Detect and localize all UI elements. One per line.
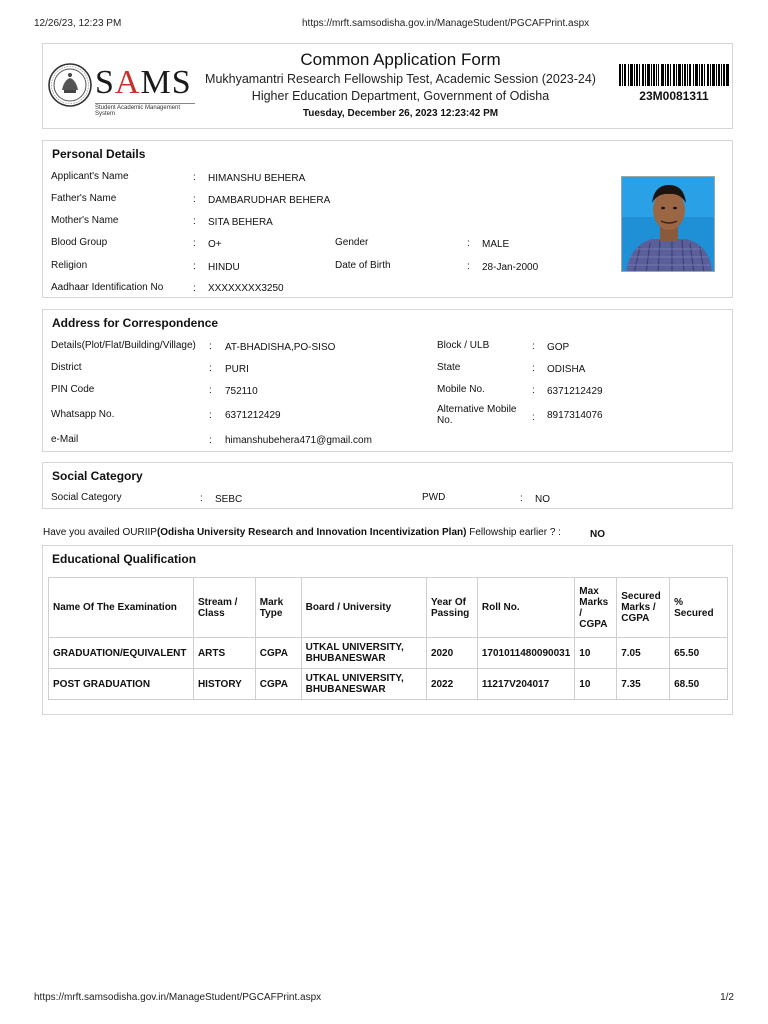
department-name: Higher Education Department, Government of Odisha xyxy=(251,89,550,103)
barcode-icon xyxy=(619,64,729,86)
col-roll-no: Roll No. xyxy=(477,578,574,638)
form-header xyxy=(42,43,733,129)
district-value: PURI xyxy=(225,364,249,375)
alt-mobile-label-line1: Alternative Mobile xyxy=(437,404,517,415)
address-details-label: Details(Plot/Flat/Building/Village) xyxy=(51,340,196,351)
colon: : xyxy=(200,493,203,504)
cell-stream: ARTS xyxy=(193,638,255,669)
colon: : xyxy=(520,493,523,504)
header-text xyxy=(193,50,608,119)
table-row xyxy=(49,669,728,700)
colon: : xyxy=(193,283,196,294)
social-category-section xyxy=(42,462,733,509)
colon: : xyxy=(209,435,212,446)
cell-percent-secured: 68.50 xyxy=(670,669,728,700)
person-photo-icon xyxy=(622,177,715,272)
pwd-label: PWD xyxy=(422,492,446,503)
sams-wordmark: SAMS xyxy=(95,64,192,101)
print-page-number: 1/2 xyxy=(720,992,734,1003)
cell-percent-secured: 65.50 xyxy=(670,638,728,669)
form-subtitle: Mukhyamantri Research Fellowship Test, Academic Session (2023-24) xyxy=(205,72,596,86)
applicant-name-value: HIMANSHU BEHERA xyxy=(208,173,306,184)
religion-value: HINDU xyxy=(208,262,240,273)
email-label: e-Mail xyxy=(51,434,79,445)
pin-label: PIN Code xyxy=(51,384,95,395)
colon: : xyxy=(532,341,535,352)
cell-secured-marks: 7.05 xyxy=(617,638,670,669)
colon: : xyxy=(467,238,470,249)
print-url: https://mrft.samsodisha.gov.in/ManageStudent/PGCAFPrint.aspx xyxy=(302,18,590,29)
mobile-label: Mobile No. xyxy=(437,384,485,395)
social-category-label: Social Category xyxy=(51,492,122,503)
state-label: State xyxy=(437,362,461,373)
colon: : xyxy=(193,194,196,205)
pwd-value: NO xyxy=(535,494,550,505)
cell-board: UTKAL UNIVERSITY, BHUBANESWAR xyxy=(301,669,426,700)
block-label: Block / ULB xyxy=(437,340,490,351)
colon: : xyxy=(532,412,535,423)
application-id: 23M0081311 xyxy=(639,89,709,103)
applicant-name-label: Applicant's Name xyxy=(51,171,129,182)
whatsapp-label: Whatsapp No. xyxy=(51,409,115,420)
education-title: Educational Qualification xyxy=(52,552,197,566)
sams-logo xyxy=(47,60,192,117)
ouriip-question: Have you availed OURIIP(Odisha University Research and Innovation Incentivization Plan) Fellowship earlier ? : xyxy=(43,527,561,538)
alt-mobile-label-line2: No. xyxy=(437,415,453,426)
sams-tagline: Student Academic Management System xyxy=(95,103,195,117)
col-exam-name: Name Of The Examination xyxy=(49,578,194,638)
table-header-row xyxy=(49,578,728,638)
education-table xyxy=(48,577,728,700)
whatsapp-value: 6371212429 xyxy=(225,410,281,421)
cell-exam-name: POST GRADUATION xyxy=(49,669,194,700)
dob-label: Date of Birth xyxy=(335,260,391,271)
gender-label: Gender xyxy=(335,237,369,248)
father-name-value: DAMBARUDHAR BEHERA xyxy=(208,195,331,206)
mother-name-value: SITA BEHERA xyxy=(208,217,273,228)
alt-mobile-label xyxy=(437,404,516,426)
print-footer-url: https://mrft.samsodisha.gov.in/ManageStudent/PGCAFPrint.aspx xyxy=(34,992,322,1003)
mother-name-label: Mother's Name xyxy=(51,215,119,226)
gender-value: MALE xyxy=(482,239,510,250)
applicant-photo xyxy=(621,176,715,272)
social-category-value: SEBC xyxy=(215,494,243,505)
colon: : xyxy=(467,261,470,272)
cell-max-marks: 10 xyxy=(575,638,617,669)
cell-mark-type: CGPA xyxy=(255,638,301,669)
block-value: GOP xyxy=(547,342,570,353)
table-row xyxy=(49,638,728,669)
educational-qualification-section xyxy=(42,545,733,715)
colon: : xyxy=(209,385,212,396)
address-title: Address for Correspondence xyxy=(52,316,219,330)
alt-mobile-value: 8917314076 xyxy=(547,410,603,421)
colon: : xyxy=(209,341,212,352)
blood-group-value: O+ xyxy=(208,239,222,250)
colon: : xyxy=(532,385,535,396)
dob-value: 28-Jan-2000 xyxy=(482,262,539,273)
ouriip-answer: NO xyxy=(590,529,605,540)
colon: : xyxy=(193,261,196,272)
col-secured-marks: Secured Marks / CGPA xyxy=(617,578,670,638)
mobile-value: 6371212429 xyxy=(547,386,603,397)
religion-label: Religion xyxy=(51,260,88,271)
odisha-seal-icon xyxy=(47,62,93,108)
colon: : xyxy=(532,363,535,374)
personal-details-section xyxy=(42,140,733,298)
col-max-marks: Max Marks / CGPA xyxy=(575,578,617,638)
col-year: Year Of Passing xyxy=(426,578,477,638)
colon: : xyxy=(209,410,212,421)
cell-year: 2020 xyxy=(426,638,477,669)
pin-value: 752110 xyxy=(225,386,258,397)
col-percent-secured: % Secured xyxy=(670,578,728,638)
social-category-title: Social Category xyxy=(52,469,143,483)
cell-board: UTKAL UNIVERSITY, BHUBANESWAR xyxy=(301,638,426,669)
form-title: Common Application Form xyxy=(300,50,501,69)
colon: : xyxy=(209,363,212,374)
colon: : xyxy=(193,216,196,227)
print-date: Tuesday, December 26, 2023 12:23:42 PM xyxy=(302,108,499,119)
col-mark-type: Mark Type xyxy=(255,578,301,638)
email-value: himanshubehera471@gmail.com xyxy=(225,435,372,446)
cell-secured-marks: 7.35 xyxy=(617,669,670,700)
cell-roll-no: 1701011480090031 xyxy=(477,638,574,669)
cell-mark-type: CGPA xyxy=(255,669,301,700)
colon: : xyxy=(193,172,196,183)
address-section xyxy=(42,309,733,452)
state-value: ODISHA xyxy=(547,364,586,375)
print-datetime: 12/26/23, 12:23 PM xyxy=(34,18,122,29)
cell-exam-name: GRADUATION/EQUIVALENT xyxy=(49,638,194,669)
blood-group-label: Blood Group xyxy=(51,237,108,248)
col-stream: Stream / Class xyxy=(193,578,255,638)
personal-details-title: Personal Details xyxy=(52,147,146,161)
cell-roll-no: 11217V204017 xyxy=(477,669,574,700)
cell-stream: HISTORY xyxy=(193,669,255,700)
col-board: Board / University xyxy=(301,578,426,638)
cell-max-marks: 10 xyxy=(575,669,617,700)
father-name-label: Father's Name xyxy=(51,193,117,204)
aadhaar-label: Aadhaar Identification No xyxy=(51,282,164,293)
address-details-value: AT-BHADISHA,PO-SISO xyxy=(225,342,336,353)
colon: : xyxy=(193,238,196,249)
district-label: District xyxy=(51,362,82,373)
aadhaar-value: XXXXXXXX3250 xyxy=(208,283,284,294)
cell-year: 2022 xyxy=(426,669,477,700)
